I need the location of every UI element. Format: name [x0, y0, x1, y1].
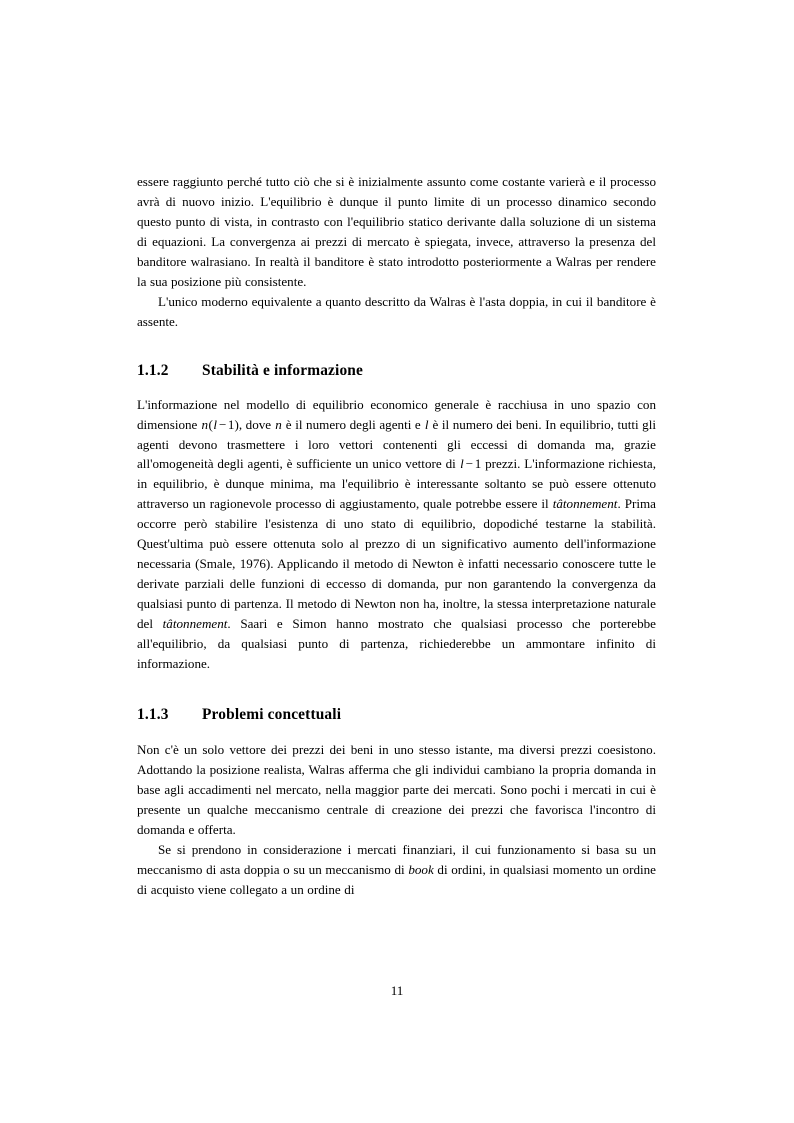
spacer-before-heading-113: [137, 674, 656, 705]
section-heading-1-1-3: [137, 705, 656, 725]
paragraph-asta-doppia: L'unico moderno equivalente a quanto descritto da Walras è l'asta doppia, in cui il banditore è assente.: [137, 293, 656, 329]
page-number: 11: [390, 983, 404, 998]
math-variable-l: l: [213, 416, 218, 432]
text-segment: 1 prezzi. L'informazione richiesta, in equilibrio, è dunque minima, ma l'equilibrio è interessante soltanto se può essere ottenuto attraverso un ragionevole processo di aggiustamento, quale potrebbe essere il: [137, 456, 656, 512]
text-segment: è il numero dei beni. In equilibrio, tutti gli agenti devono trasmettere i loro vettori contenenti gli eccessi di domanda ma, grazie all'omogeneità degli agenti, è sufficiente un unico vettore di: [137, 416, 657, 472]
spacer-after-heading-113: [137, 725, 656, 740]
section-title-112: Stabilità e informazione: [202, 361, 364, 379]
section-heading-1-1-2: [137, 361, 656, 381]
text-segment: di ordini, in qualsiasi momento un ordine di acquisto viene collegato a un ordine di: [137, 861, 656, 897]
math-minus-sign: −: [219, 416, 227, 432]
emphasis-tatonnement: tâtonnement: [552, 496, 618, 512]
text-segment: L'informazione nel modello di equilibrio economico generale è racchiusa in uno spazio con dimensione: [137, 396, 656, 432]
emphasis-book: book: [408, 861, 434, 877]
math-variable-n: n: [275, 416, 282, 432]
section-number-113: 1.1.3: [137, 705, 169, 723]
math-variable-n: n: [201, 416, 208, 432]
paragraph-mercati-finanziari: [137, 840, 656, 900]
section-number-112: 1.1.2: [137, 361, 169, 379]
text-segment: . Saari e Simon hanno mostrato che qualsiasi processo che porterebbe all'equilibrio, da qualsiasi punto di partenza, richiederebbe un ammontare infinito di informazione.: [137, 616, 656, 672]
text-segment: 1), dove: [227, 416, 275, 432]
math-variable-l: l: [460, 456, 464, 472]
page-text-column: [137, 172, 656, 900]
text-segment: (: [208, 416, 213, 432]
section-title-113: Problemi concettuali: [202, 705, 342, 723]
spacer-before-heading-112: [137, 332, 656, 361]
math-variable-l: l: [424, 416, 429, 432]
emphasis-tatonnement: tâtonnement: [162, 616, 228, 632]
paragraph-stabilita-informazione: [137, 395, 656, 674]
text-segment: è il numero degli agenti e: [282, 416, 425, 432]
spacer-after-heading-112: [137, 381, 656, 395]
text-segment: . Prima occorre però stabilire l'esistenza di uno stato di equilibrio, dopodiché testarne la stabilità. Quest'ultima può essere ottenuta solo al prezzo di un significativo aumento dell'informazione necessaria (Smale, 1976). Applicando il metodo di Newton è infatti necessario conoscere tutte le derivate parziali delle funzioni di eccesso di domanda, pur non garantendo la convergenza da qualsiasi punto di partenza. Il metodo di Newton non ha, inoltre, la stessa interpretazione naturale del: [137, 496, 656, 632]
paragraph-continuation: essere raggiunto perché tutto ciò che si è inizialmente assunto come costante varierà e il processo avrà di nuovo inizio. L'equilibrio è dunque il punto limite di un processo dinamico secondo questo punto di vista, in contrasto con l'equilibrio statico derivante dalla soluzione di un sistema di equazioni. La convergenza ai prezzi di mercato è spiegata, invece, attraverso la presenza del banditore walrasiano. In realtà il banditore è stato introdotto posteriormente a Walras per rendere la sua posizione più consistente.: [137, 174, 656, 289]
math-minus-sign: −: [465, 456, 474, 472]
paragraph-problemi-concettuali: Non c'è un solo vettore dei prezzi dei beni in uno stesso istante, ma diversi prezzi coesistono. Adottando la posizione realista, Walras afferma che gli individui cambiano la propria domanda in base agli accadimenti nel mercato, nella maggior parte dei mercati. Sono pochi i mercati in cui è presente un qualche meccanismo centrale di creazione dei prezzi che favorisca l'incontro di domanda e offerta.: [137, 741, 656, 837]
text-segment: Se si prendono in considerazione i mercati finanziari, il cui funzionamento si basa su un meccanismo di asta doppia o su un meccanismo di: [137, 841, 656, 877]
